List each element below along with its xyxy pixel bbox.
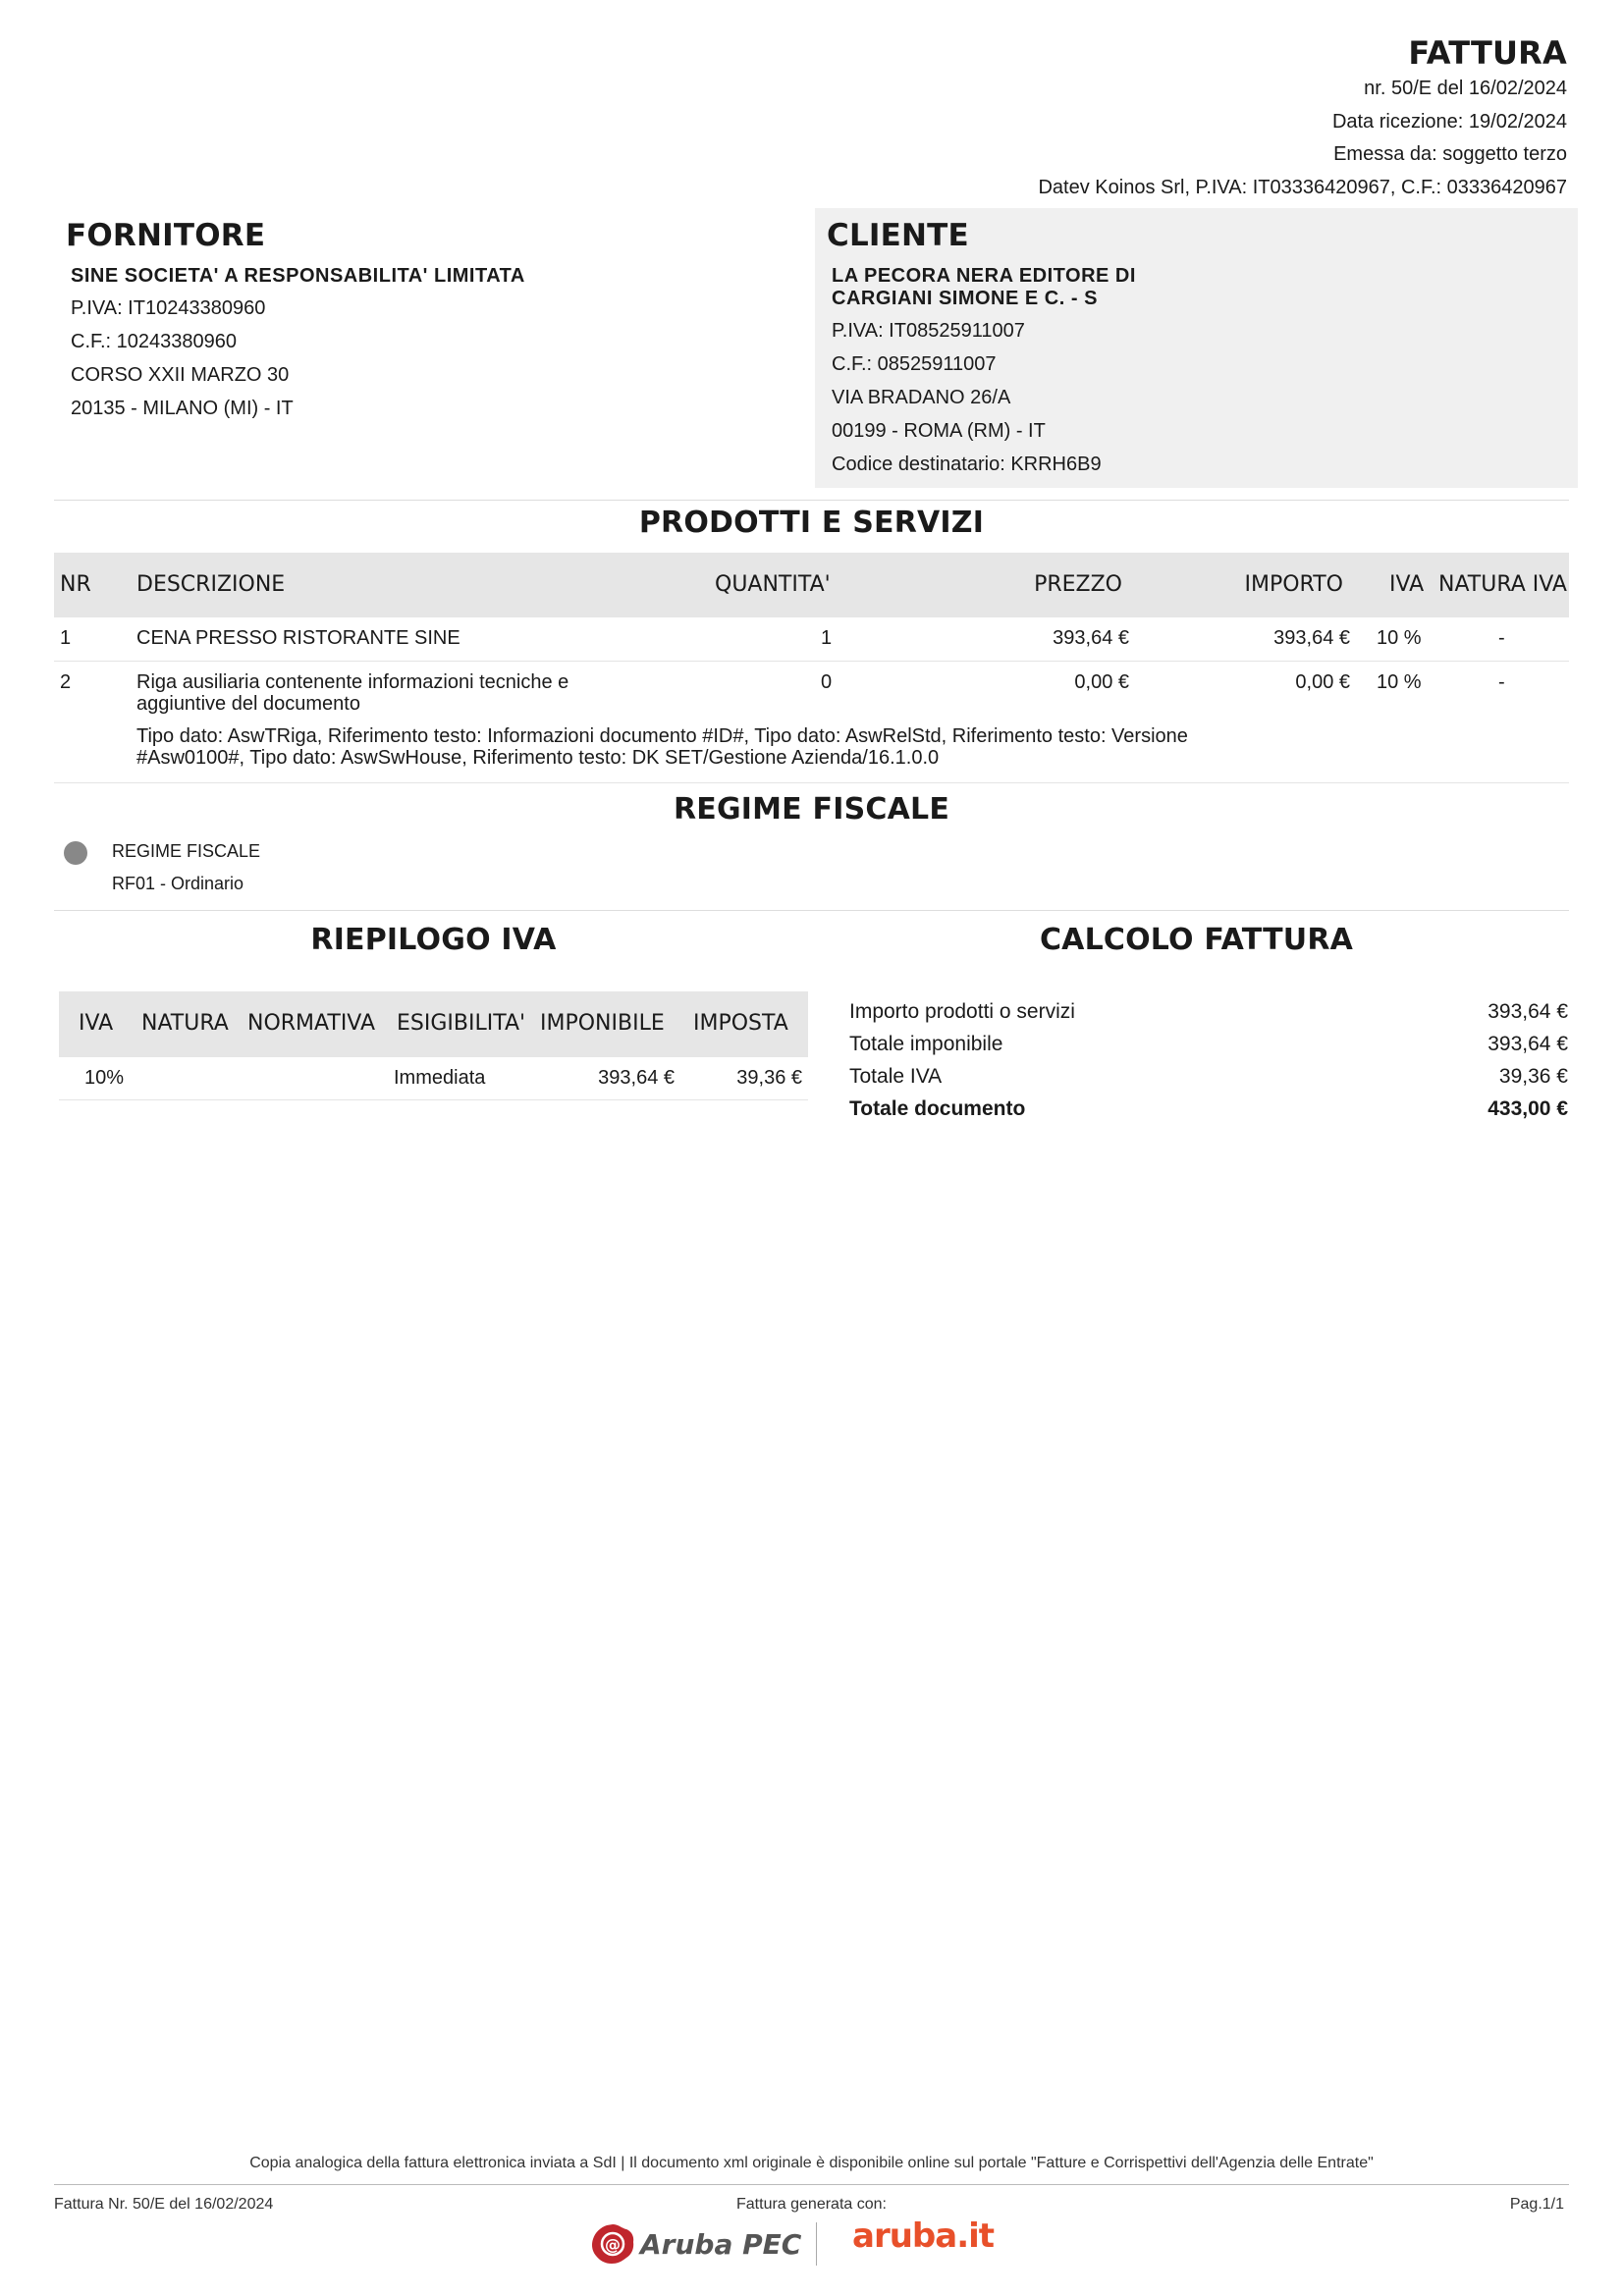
customer-name-line1: LA PECORA NERA EDITORE DI: [832, 265, 1136, 287]
col-natura-iva: NATURA IVA: [1438, 572, 1567, 597]
col-prezzo: PREZZO: [1034, 572, 1122, 597]
supplier-name: SINE SOCIETA' A RESPONSABILITA' LIMITATA: [71, 265, 525, 287]
calcolo-title: CALCOLO FATTURA: [1039, 923, 1354, 957]
riepilogo-table-header: [59, 991, 808, 1057]
col-descrizione: DESCRIZIONE: [136, 572, 286, 597]
customer-code: Codice destinatario: KRRH6B9: [832, 454, 1102, 475]
customer-name-line2: CARGIANI SIMONE E C. - S: [832, 288, 1098, 309]
calc-total-label: Totale documento: [849, 1097, 1026, 1120]
divider: [54, 910, 1569, 911]
riepilogo-esigibilita: Immediata: [394, 1067, 486, 1089]
supplier-address: CORSO XXII MARZO 30: [71, 364, 290, 386]
riepilogo-iva: 10%: [84, 1067, 125, 1089]
regime-value: RF01 - Ordinario: [112, 874, 244, 893]
aruba-it-logo: aruba.it: [852, 2216, 995, 2256]
calc-label: Importo prodotti o servizi: [849, 1000, 1075, 1023]
customer-cf: C.F.: 08525911007: [832, 353, 997, 375]
row-descrizione-line2: aggiuntive del documento: [136, 693, 360, 715]
calc-row: [849, 995, 1568, 1028]
row-prezzo: 393,64 €: [1053, 627, 1129, 649]
customer-title: CLIENTE: [827, 218, 969, 253]
supplier-block: [54, 208, 800, 488]
calc-label: Totale imponibile: [849, 1033, 1003, 1055]
issued-by: Emessa da: soggetto terzo: [1333, 143, 1567, 165]
col-imponibile: IMPONIBILE: [540, 1011, 665, 1036]
aruba-pec-text: Aruba PEC: [640, 2227, 802, 2261]
products-table-header: [54, 553, 1569, 617]
row-importo: 393,64 €: [1273, 627, 1350, 649]
aruba-pec-logo: [589, 2220, 801, 2268]
row-note-line1: Tipo dato: AswTRiga, Riferimento testo: Informazioni documento #ID#, Tipo dato: AswRelStd, Riferimento testo: Versione: [136, 725, 1188, 747]
riepilogo-imposta: 39,36 €: [736, 1067, 802, 1089]
row-nr: 2: [60, 671, 72, 693]
col-imposta: IMPOSTA: [693, 1011, 788, 1036]
document-title: FATTURA: [1408, 34, 1567, 72]
row-importo: 0,00 €: [1295, 671, 1350, 693]
supplier-cf: C.F.: 10243380960: [71, 331, 238, 352]
col-nr: NR: [60, 572, 91, 597]
footer-divider: [54, 2184, 1569, 2185]
customer-name: [815, 255, 1578, 314]
footer-center: Fattura generata con:: [736, 2196, 887, 2213]
supplier-piva: P.IVA: IT10243380960: [71, 297, 266, 319]
col-importo: IMPORTO: [1244, 572, 1343, 597]
col-iva: IVA: [79, 1011, 114, 1036]
customer-address: VIA BRADANO 26/A: [832, 387, 1011, 408]
row-iva: 10 %: [1377, 671, 1422, 693]
aruba-seal-icon: [589, 2222, 636, 2266]
col-normativa: NORMATIVA: [247, 1011, 376, 1036]
svg-text:@: @: [605, 2235, 621, 2254]
riepilogo-title: RIEPILOGO IVA: [310, 923, 557, 957]
footer-page: Pag.1/1: [1509, 2196, 1564, 2213]
calc-row: [849, 1060, 1568, 1093]
row-natura: -: [1498, 627, 1505, 649]
calc-total-value: 433,00 €: [1488, 1097, 1568, 1120]
customer-piva: P.IVA: IT08525911007: [832, 320, 1025, 342]
products-title: PRODOTTI E SERVIZI: [638, 506, 985, 540]
row-descrizione-line1: Riga ausiliaria contenente informazioni tecniche e: [136, 671, 569, 693]
calc-row: [849, 1028, 1568, 1060]
footer-left: Fattura Nr. 50/E del 16/02/2024: [54, 2196, 274, 2213]
row-note-line2: #Asw0100#, Tipo dato: AswSwHouse, Riferimento testo: DK SET/Gestione Azienda/16.1.0.0: [136, 747, 940, 769]
row-quantita: 1: [821, 627, 833, 649]
bullet-icon: [64, 841, 87, 865]
footer-note: Copia analogica della fattura elettronica inviata a SdI | Il documento xml originale è disponibile online sul portale "Fatture e Corrispettivi dell'Agenzia delle Entrate": [249, 2155, 1374, 2171]
supplier-city: 20135 - MILANO (MI) - IT: [71, 398, 294, 419]
row-iva: 10 %: [1377, 627, 1422, 649]
document-header: [1038, 33, 1567, 204]
regime-label: REGIME FISCALE: [112, 841, 261, 861]
calc-value: 393,64 €: [1488, 1000, 1568, 1023]
customer-city: 00199 - ROMA (RM) - IT: [832, 420, 1046, 442]
col-natura: NATURA: [141, 1011, 229, 1036]
row-nr: 1: [60, 627, 72, 649]
calc-total-row: [849, 1093, 1568, 1125]
supplier-title: FORNITORE: [66, 218, 266, 253]
regime-title: REGIME FISCALE: [673, 792, 950, 827]
customer-block: [815, 208, 1578, 488]
invoice-number: nr. 50/E del 16/02/2024: [1364, 78, 1567, 99]
divider: [54, 500, 1569, 501]
calc-value: 39,36 €: [1498, 1065, 1568, 1088]
riepilogo-imponibile: 393,64 €: [598, 1067, 675, 1089]
col-quantita: QUANTITA': [715, 572, 831, 597]
row-divider: [59, 1099, 808, 1100]
col-esigibilita: ESIGIBILITA': [397, 1011, 526, 1036]
received-date: Data ricezione: 19/02/2024: [1331, 110, 1567, 133]
row-prezzo: 0,00 €: [1074, 671, 1129, 693]
logo-divider: [816, 2222, 817, 2266]
calc-value: 393,64 €: [1488, 1033, 1568, 1055]
row-descrizione: CENA PRESSO RISTORANTE SINE: [136, 627, 460, 649]
row-divider: [54, 782, 1569, 783]
intermediary: Datev Koinos Srl, P.IVA: IT03336420967, C.F.: 03336420967: [1038, 176, 1567, 198]
col-iva: IVA: [1389, 572, 1425, 597]
row-divider: [54, 661, 1569, 662]
row-natura: -: [1498, 671, 1505, 693]
calc-label: Totale IVA: [849, 1065, 943, 1088]
row-quantita: 0: [821, 671, 833, 693]
